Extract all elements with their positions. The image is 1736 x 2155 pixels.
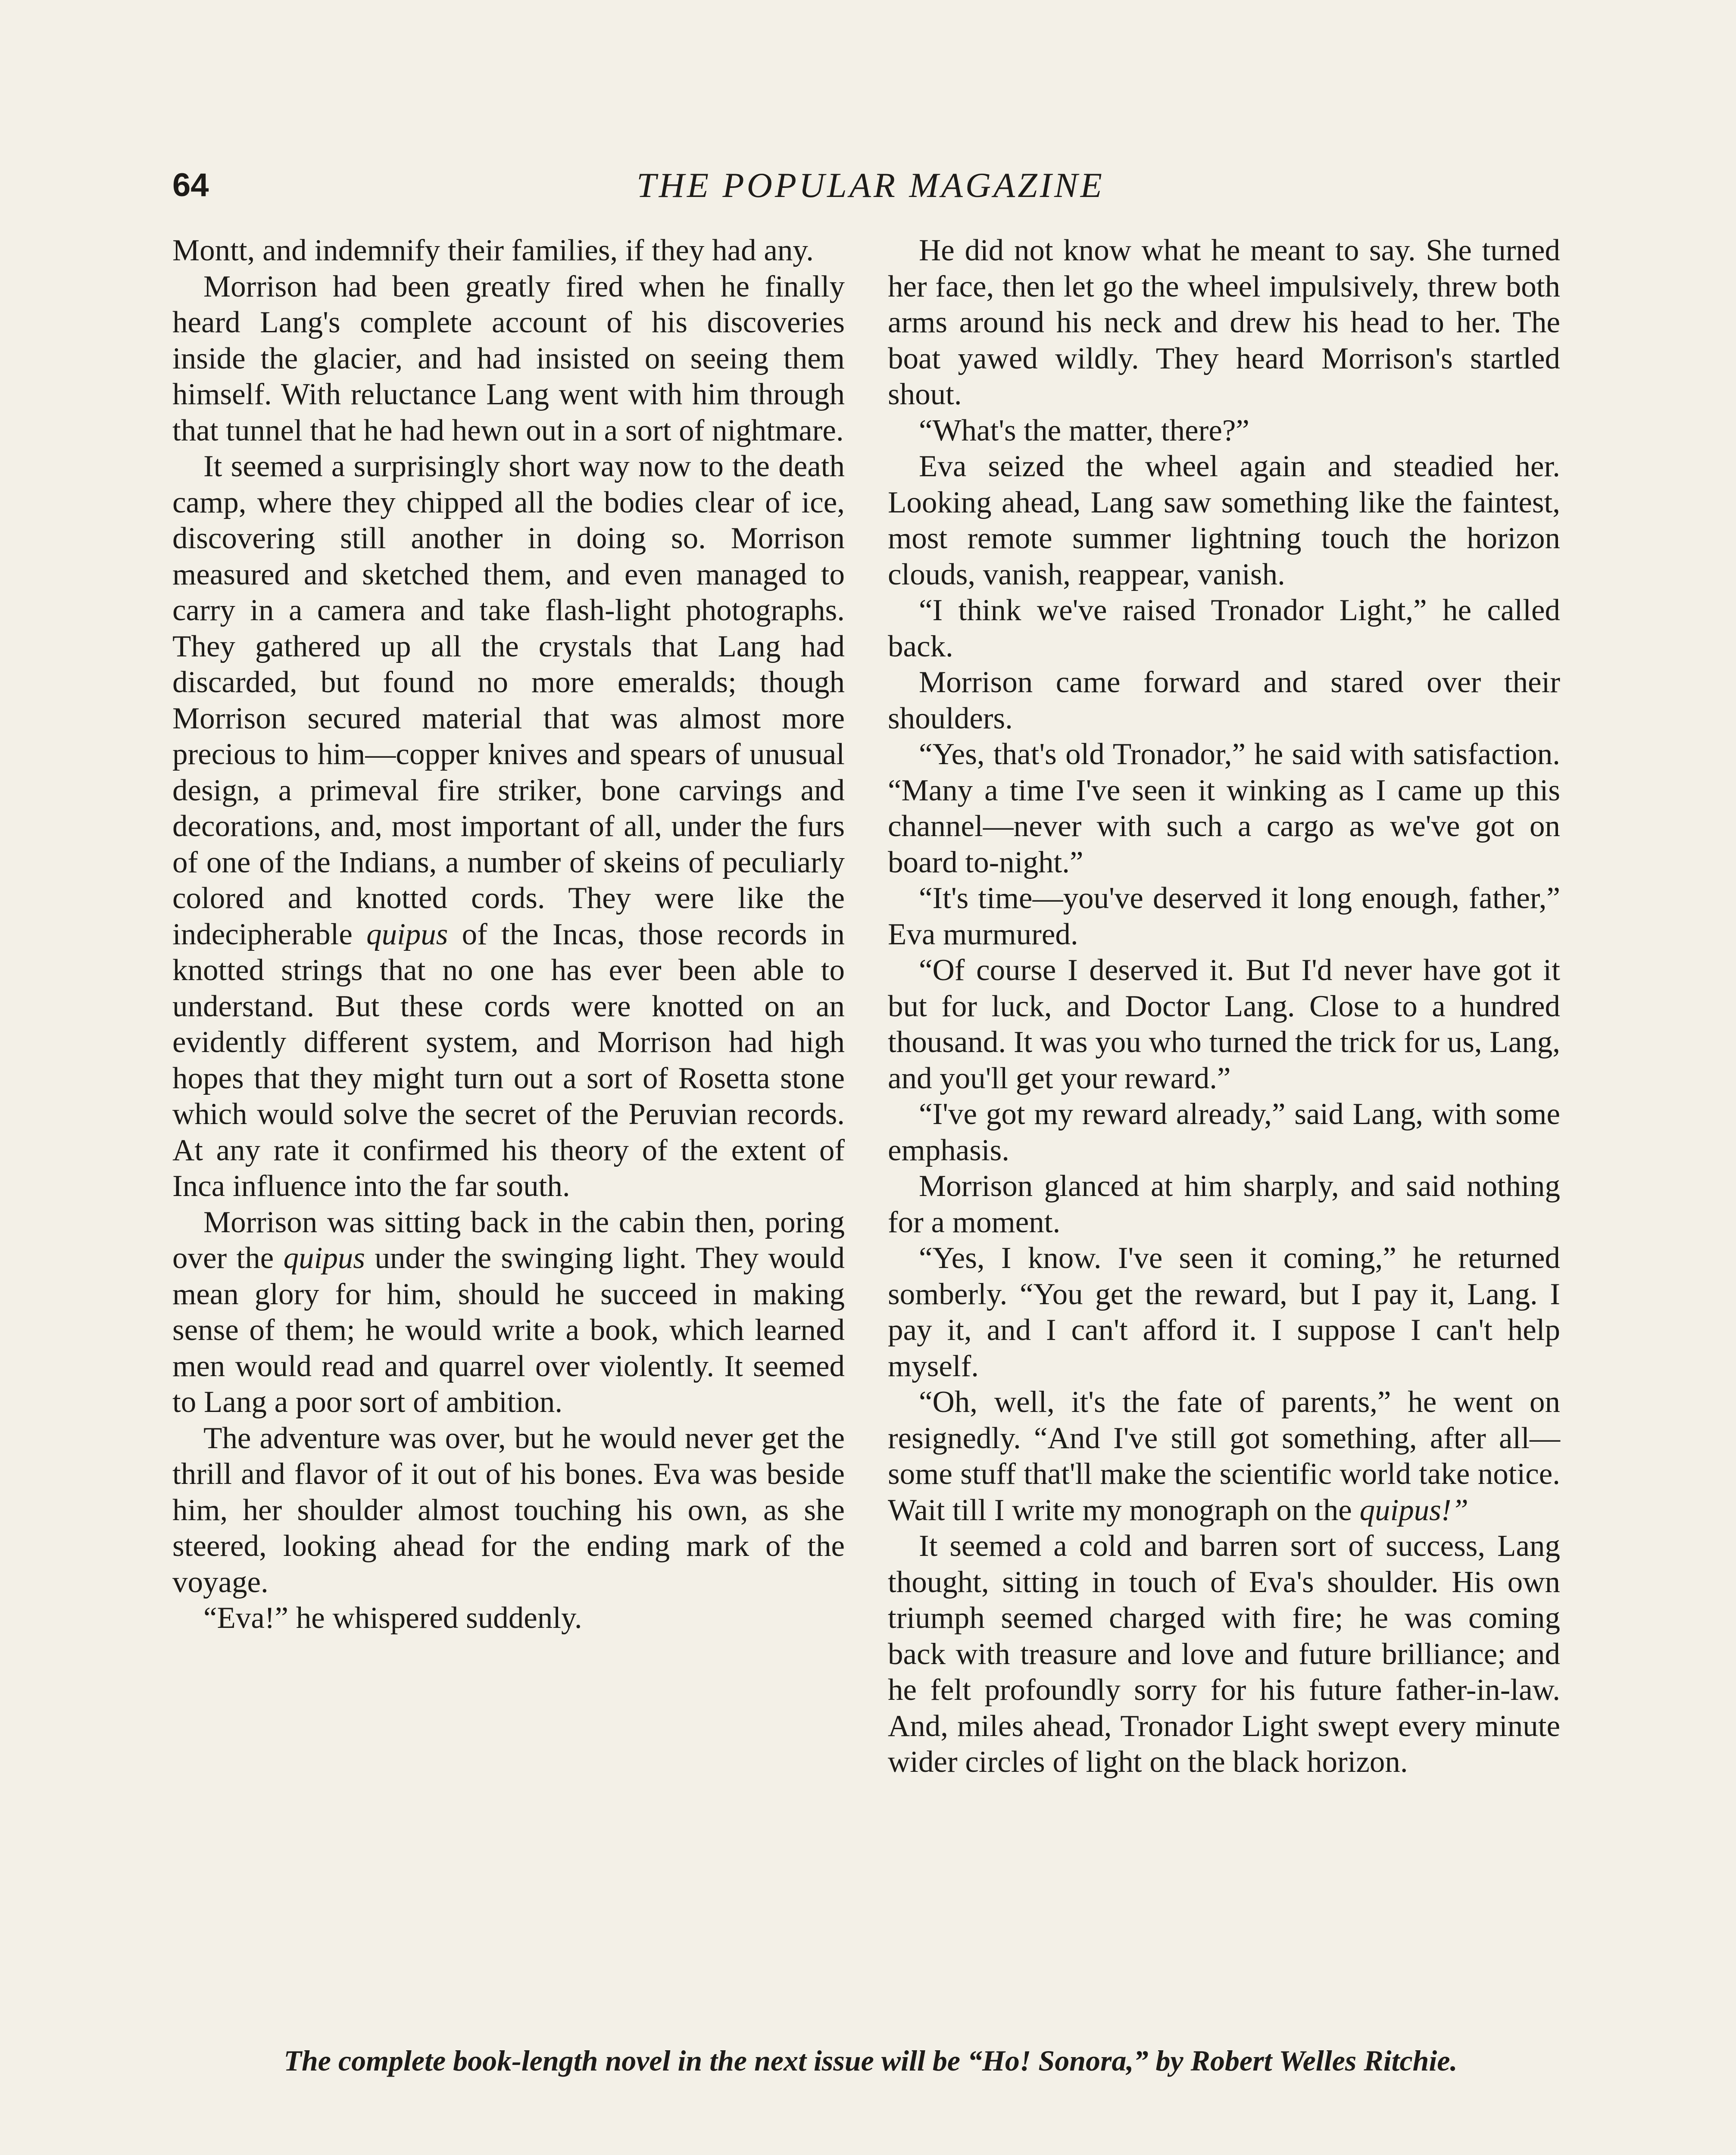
paragraph: It seemed a surprisingly short way now to the death camp, where they chipped all the bodies clear of ice, discovering still another in doing so. Morrison measured and sketched them, and even managed to carry in a camera and take flash-light photographs. They gathered up all the crystals that Lang had discarded, but found no more emeralds; though Morrison secured material that was almost more precious to him—copper knives and spears of unusual design, a primeval fire striker, bone carvings and decorations, and, most important of all, under the furs of one of the Indians, a number of skeins of peculiarly colored and knotted cords. They were like the indecipherable quipus of the Incas, those records in knotted strings that no one has ever been able to understand. But these cords were knotted on an evidently different system, and Morrison had high hopes that they might turn out a sort of Rosetta stone which would solve the secret of the Peruvian records. At any rate it confirmed his theory of the extent of Inca influence into the far south.: [172, 450, 845, 1203]
scrolls-and-letters-ornament-icon: [642, 2146, 1108, 2155]
paragraph: Morrison had been greatly fired when he finally heard Lang's complete account of his discoveries inside the glacier, and had insisted on seeing them himself. With reluctance Lang went with him through that tunnel that he had hewn out in a sort of nightmare.: [172, 269, 845, 447]
paragraph: “Yes, I know. I've seen it coming,” he returned somberly. “You get the reward, but I pay it, Lang. I pay it, and I can't afford it. I suppose I can't help myself.: [888, 1241, 1560, 1383]
paragraph: He did not know what he meant to say. She turned her face, then let go the wheel impulsively, threw both arms around his neck and drew his head to her. The boat yawed wildly. They heard Morrison's startled shout.: [888, 234, 1560, 411]
paragraph: “Of course I deserved it. But I'd never have got it but for luck, and Doctor Lang. Close to a hundred thousand. It was you who turned the trick for us, Lang, and you'll get your reward.”: [888, 953, 1560, 1095]
next-issue-note: The complete book-length novel in the next issue will be “Ho! Sonora,” by Robert Welles Ritchie.: [284, 2044, 1458, 2077]
page-number: 64: [172, 167, 209, 203]
paragraph: The adventure was over, but he would never get the thrill and flavor of it out of his bones. Eva was beside him, her shoulder almost touching his own, as she steered, looking ahead for the ending mark of the voyage.: [172, 1421, 845, 1599]
paragraph: “I've got my reward already,” said Lang, with some emphasis.: [888, 1097, 1560, 1167]
magazine-title: THE POPULAR MAGAZINE: [637, 166, 1105, 205]
paragraph: “Yes, that's old Tronador,” he said with satisfaction. “Many a time I've seen it winking as I came up this channel—never with such a cargo as we've got on board to-night.”: [888, 737, 1560, 879]
left-column: [172, 233, 845, 1637]
paragraph: “It's time—you've deserved it long enough, father,” Eva murmured.: [888, 881, 1560, 951]
paragraph: “Oh, well, it's the fate of parents,” he went on resignedly. “And I've still got something, after all—some stuff that'll make the scientific world take notice. Wait till I write my monograph on the quipus!”: [888, 1385, 1560, 1527]
paragraph: “I think we've raised Tronador Light,” he called back.: [888, 593, 1560, 663]
right-column: [888, 233, 1560, 1780]
paragraph: “What's the matter, there?”: [919, 413, 1249, 447]
page-header: [172, 164, 1569, 216]
paragraph: Morrison glanced at him sharply, and said nothing for a moment.: [888, 1169, 1560, 1239]
paragraph: Morrison came forward and stared over their shoulders.: [888, 665, 1560, 735]
paragraph: Morrison was sitting back in the cabin then, poring over the quipus under the swinging light. They would mean glory for him, should he succeed in making sense of them; he would write a book, which learned men would read and quarrel over violently. It seemed to Lang a poor sort of ambition.: [172, 1205, 845, 1419]
paragraph: Eva seized the wheel again and steadied her. Looking ahead, Lang saw something like the faintest, most remote summer lightning touch the horizon clouds, vanish, reappear, vanish.: [888, 450, 1560, 591]
paragraph: Montt, and indemnify their families, if they had any.: [172, 234, 814, 267]
paragraph: It seemed a cold and barren sort of success, Lang thought, sitting in touch of Eva's shoulder. His own triumph seemed charged with fire; he was coming back with treasure and love and future brilliance; and he felt profoundly sorry for his future father-in-law. And, miles ahead, Tronador Light swept every minute wider circles of light on the black horizon.: [888, 1529, 1560, 1779]
paragraph: “Eva!” he whispered suddenly.: [203, 1601, 582, 1635]
